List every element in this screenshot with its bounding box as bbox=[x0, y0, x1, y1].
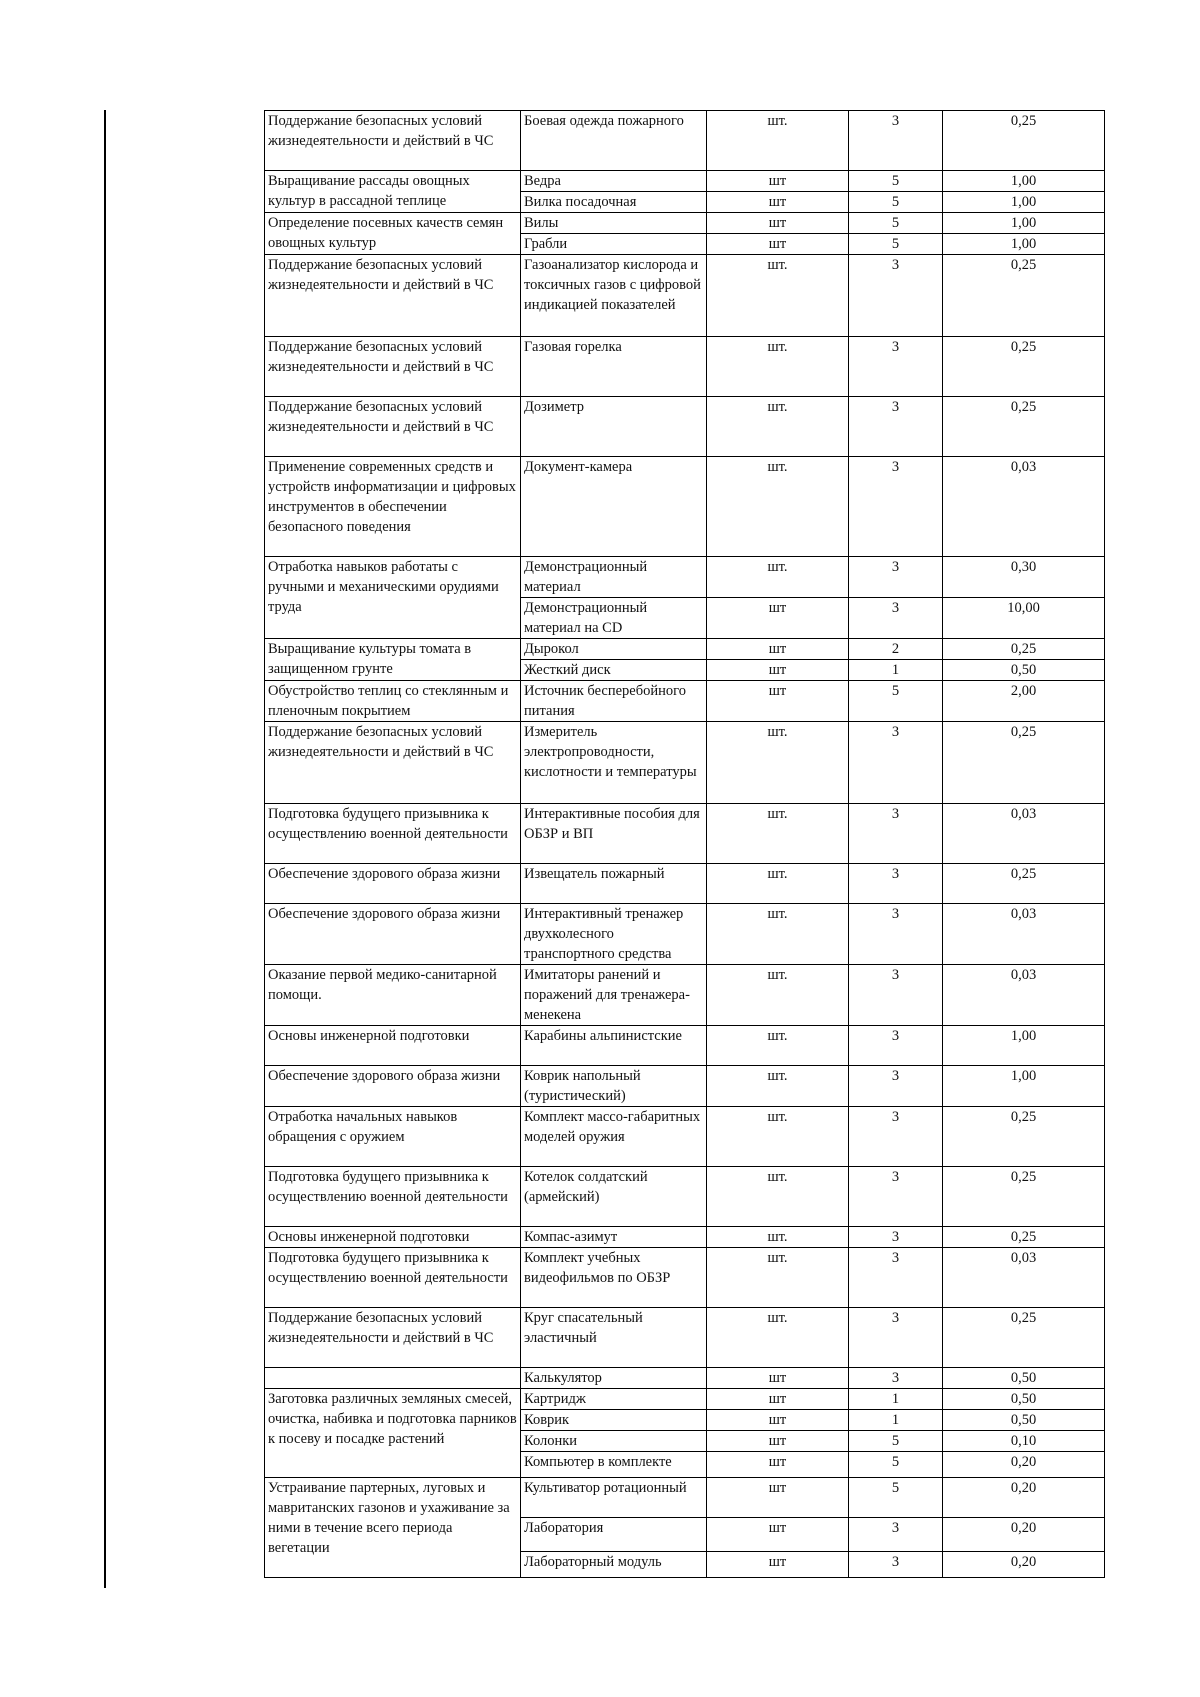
table-row bbox=[265, 1368, 1105, 1389]
cell-value: 1,00 bbox=[943, 1026, 1105, 1066]
table-row bbox=[265, 255, 1105, 337]
cell-quantity: 1 bbox=[849, 1410, 943, 1431]
cell-value: 0,20 bbox=[943, 1518, 1105, 1552]
cell-topic: Подготовка будущего призывника к осуществлению военной деятельности bbox=[265, 1248, 521, 1308]
cell-value: 0,20 bbox=[943, 1552, 1105, 1578]
cell-value: 2,00 bbox=[943, 681, 1105, 722]
cell-value: 0,20 bbox=[943, 1478, 1105, 1518]
cell-item-name: Демонстрационный материал bbox=[521, 557, 707, 598]
cell-unit: шт. bbox=[707, 1248, 849, 1308]
cell-unit: шт bbox=[707, 192, 849, 213]
table-row bbox=[265, 1248, 1105, 1308]
cell-quantity: 3 bbox=[849, 904, 943, 965]
cell-value: 0,03 bbox=[943, 457, 1105, 557]
table-row bbox=[265, 397, 1105, 457]
cell-topic: Выращивание рассады овощных культур в рассадной теплице bbox=[265, 171, 521, 213]
cell-item-name: Газовая горелка bbox=[521, 337, 707, 397]
cell-topic: Отработка навыков работаты с ручными и механическими орудиями труда bbox=[265, 557, 521, 639]
table-row bbox=[265, 722, 1105, 804]
cell-value: 0,30 bbox=[943, 557, 1105, 598]
cell-topic: Поддержание безопасных условий жизнедеятельности и действий в ЧС bbox=[265, 255, 521, 337]
cell-unit: шт. bbox=[707, 557, 849, 598]
cell-topic: Подготовка будущего призывника к осуществлению военной деятельности bbox=[265, 1167, 521, 1227]
cell-quantity: 3 bbox=[849, 1248, 943, 1308]
cell-item-name: Жесткий диск bbox=[521, 660, 707, 681]
cell-unit: шт. bbox=[707, 337, 849, 397]
cell-topic: Оказание первой медико-санитарной помощи. bbox=[265, 965, 521, 1026]
cell-item-name: Карабины альпинистские bbox=[521, 1026, 707, 1066]
cell-quantity: 5 bbox=[849, 1478, 943, 1518]
cell-unit: шт. bbox=[707, 804, 849, 864]
cell-value: 0,25 bbox=[943, 1167, 1105, 1227]
cell-topic: Поддержание безопасных условий жизнедеятельности и действий в ЧС bbox=[265, 722, 521, 804]
cell-unit: шт. bbox=[707, 1107, 849, 1167]
cell-unit: шт bbox=[707, 598, 849, 639]
cell-unit: шт bbox=[707, 1410, 849, 1431]
cell-quantity: 1 bbox=[849, 660, 943, 681]
cell-unit: шт. bbox=[707, 111, 849, 171]
table-row bbox=[265, 457, 1105, 557]
left-margin-line bbox=[104, 110, 106, 1588]
cell-unit: шт. bbox=[707, 457, 849, 557]
cell-topic: Обеспечение здорового образа жизни bbox=[265, 1066, 521, 1107]
cell-unit: шт. bbox=[707, 255, 849, 337]
cell-unit: шт bbox=[707, 1389, 849, 1410]
cell-topic bbox=[265, 1368, 521, 1389]
cell-quantity: 3 bbox=[849, 965, 943, 1026]
cell-value: 0,50 bbox=[943, 1389, 1105, 1410]
cell-topic: Обеспечение здорового образа жизни bbox=[265, 864, 521, 904]
cell-item-name: Демонстрационный материал на CD bbox=[521, 598, 707, 639]
cell-item-name: Картридж bbox=[521, 1389, 707, 1410]
cell-unit: шт bbox=[707, 660, 849, 681]
cell-value: 0,50 bbox=[943, 660, 1105, 681]
table-row bbox=[265, 1066, 1105, 1107]
table-row bbox=[265, 337, 1105, 397]
cell-quantity: 3 bbox=[849, 1066, 943, 1107]
cell-unit: шт bbox=[707, 1452, 849, 1478]
cell-item-name: Интерактивный тренажер двухколесного транспортного средства bbox=[521, 904, 707, 965]
cell-value: 1,00 bbox=[943, 234, 1105, 255]
cell-quantity: 5 bbox=[849, 171, 943, 192]
cell-unit: шт bbox=[707, 1518, 849, 1552]
table-row bbox=[265, 557, 1105, 598]
cell-topic: Обеспечение здорового образа жизни bbox=[265, 904, 521, 965]
cell-unit: шт. bbox=[707, 1167, 849, 1227]
cell-quantity: 3 bbox=[849, 1227, 943, 1248]
cell-value: 0,50 bbox=[943, 1410, 1105, 1431]
cell-topic: Обустройство теплиц со стеклянным и пленочным покрытием bbox=[265, 681, 521, 722]
cell-item-name: Круг спасательный эластичный bbox=[521, 1308, 707, 1368]
cell-item-name: Извещатель пожарный bbox=[521, 864, 707, 904]
cell-item-name: Источник бесперебойного питания bbox=[521, 681, 707, 722]
cell-quantity: 2 bbox=[849, 639, 943, 660]
cell-quantity: 3 bbox=[849, 1518, 943, 1552]
cell-item-name: Боевая одежда пожарного bbox=[521, 111, 707, 171]
cell-item-name: Лаборатория bbox=[521, 1518, 707, 1552]
cell-value: 0,25 bbox=[943, 639, 1105, 660]
table-row bbox=[265, 804, 1105, 864]
cell-value: 1,00 bbox=[943, 213, 1105, 234]
cell-quantity: 3 bbox=[849, 1308, 943, 1368]
table-row bbox=[265, 1107, 1105, 1167]
cell-unit: шт bbox=[707, 681, 849, 722]
cell-value: 0,25 bbox=[943, 1227, 1105, 1248]
cell-unit: шт bbox=[707, 234, 849, 255]
cell-item-name: Грабли bbox=[521, 234, 707, 255]
cell-quantity: 3 bbox=[849, 598, 943, 639]
cell-topic: Поддержание безопасных условий жизнедеятельности и действий в ЧС bbox=[265, 397, 521, 457]
cell-topic: Подготовка будущего призывника к осуществлению военной деятельности bbox=[265, 804, 521, 864]
cell-unit: шт bbox=[707, 213, 849, 234]
cell-value: 1,00 bbox=[943, 192, 1105, 213]
cell-item-name: Интерактивные пособия для ОБЗР и ВП bbox=[521, 804, 707, 864]
cell-value: 1,00 bbox=[943, 171, 1105, 192]
cell-item-name: Культиватор ротационный bbox=[521, 1478, 707, 1518]
table-row bbox=[265, 1389, 1105, 1410]
cell-value: 0,03 bbox=[943, 1248, 1105, 1308]
cell-value: 0,25 bbox=[943, 1308, 1105, 1368]
cell-item-name: Компьютер в комплекте bbox=[521, 1452, 707, 1478]
cell-quantity: 3 bbox=[849, 255, 943, 337]
cell-quantity: 3 bbox=[849, 337, 943, 397]
cell-value: 0,25 bbox=[943, 255, 1105, 337]
cell-quantity: 3 bbox=[849, 1552, 943, 1578]
cell-quantity: 3 bbox=[849, 722, 943, 804]
cell-value: 10,00 bbox=[943, 598, 1105, 639]
table-body bbox=[265, 111, 1105, 1578]
cell-item-name: Калькулятор bbox=[521, 1368, 707, 1389]
cell-unit: шт. bbox=[707, 1066, 849, 1107]
cell-quantity: 5 bbox=[849, 1452, 943, 1478]
cell-topic: Основы инженерной подготовки bbox=[265, 1227, 521, 1248]
table-row bbox=[265, 171, 1105, 192]
cell-value: 0,10 bbox=[943, 1431, 1105, 1452]
cell-topic: Основы инженерной подготовки bbox=[265, 1026, 521, 1066]
cell-topic: Поддержание безопасных условий жизнедеятельности и действий в ЧС bbox=[265, 337, 521, 397]
cell-item-name: Комплект учебных видеофильмов по ОБЗР bbox=[521, 1248, 707, 1308]
cell-unit: шт. bbox=[707, 1227, 849, 1248]
cell-item-name: Колонки bbox=[521, 1431, 707, 1452]
cell-quantity: 3 bbox=[849, 1167, 943, 1227]
table-row bbox=[265, 111, 1105, 171]
cell-quantity: 3 bbox=[849, 557, 943, 598]
cell-unit: шт bbox=[707, 639, 849, 660]
cell-quantity: 3 bbox=[849, 1368, 943, 1389]
table-row bbox=[265, 681, 1105, 722]
cell-item-name: Документ-камера bbox=[521, 457, 707, 557]
cell-unit: шт bbox=[707, 1431, 849, 1452]
cell-topic: Применение современных средств и устройств информатизации и цифровых инструментов в обеспечении безопасного поведения bbox=[265, 457, 521, 557]
cell-topic: Определение посевных качеств семян овощных культур bbox=[265, 213, 521, 255]
cell-item-name: Котелок солдатский (армейский) bbox=[521, 1167, 707, 1227]
cell-quantity: 3 bbox=[849, 111, 943, 171]
cell-unit: шт. bbox=[707, 864, 849, 904]
table-row bbox=[265, 1026, 1105, 1066]
cell-unit: шт. bbox=[707, 722, 849, 804]
cell-topic: Заготовка различных земляных смесей, очистка, набивка и подготовка парников к посеву и посадке растений bbox=[265, 1389, 521, 1478]
cell-item-name: Коврик напольный (туристический) bbox=[521, 1066, 707, 1107]
cell-value: 0,25 bbox=[943, 337, 1105, 397]
cell-value: 0,03 bbox=[943, 965, 1105, 1026]
table-row bbox=[265, 1167, 1105, 1227]
cell-value: 0,03 bbox=[943, 904, 1105, 965]
cell-item-name: Ведра bbox=[521, 171, 707, 192]
cell-value: 1,00 bbox=[943, 1066, 1105, 1107]
cell-value: 0,25 bbox=[943, 397, 1105, 457]
table-row bbox=[265, 965, 1105, 1026]
cell-value: 0,50 bbox=[943, 1368, 1105, 1389]
cell-unit: шт. bbox=[707, 965, 849, 1026]
cell-unit: шт bbox=[707, 1368, 849, 1389]
cell-item-name: Вилы bbox=[521, 213, 707, 234]
cell-value: 0,25 bbox=[943, 1107, 1105, 1167]
cell-topic: Отработка начальных навыков обращения с оружием bbox=[265, 1107, 521, 1167]
cell-quantity: 3 bbox=[849, 804, 943, 864]
table-row bbox=[265, 1308, 1105, 1368]
cell-quantity: 3 bbox=[849, 457, 943, 557]
table-row bbox=[265, 904, 1105, 965]
cell-quantity: 1 bbox=[849, 1389, 943, 1410]
cell-quantity: 5 bbox=[849, 681, 943, 722]
cell-topic: Поддержание безопасных условий жизнедеятельности и действий в ЧС bbox=[265, 111, 521, 171]
cell-unit: шт. bbox=[707, 904, 849, 965]
table-row bbox=[265, 1478, 1105, 1518]
cell-item-name: Имитаторы ранений и поражений для тренажера-менекена bbox=[521, 965, 707, 1026]
cell-quantity: 3 bbox=[849, 397, 943, 457]
cell-item-name: Вилка посадочная bbox=[521, 192, 707, 213]
cell-quantity: 3 bbox=[849, 1026, 943, 1066]
cell-unit: шт. bbox=[707, 397, 849, 457]
cell-item-name: Измеритель электропроводности, кислотности и температуры bbox=[521, 722, 707, 804]
cell-item-name: Газоанализатор кислорода и токсичных газов с цифровой индикацией показателей bbox=[521, 255, 707, 337]
cell-quantity: 5 bbox=[849, 234, 943, 255]
cell-value: 0,25 bbox=[943, 864, 1105, 904]
table-row bbox=[265, 864, 1105, 904]
cell-value: 0,03 bbox=[943, 804, 1105, 864]
cell-value: 0,25 bbox=[943, 111, 1105, 171]
cell-topic: Устраивание партерных, луговых и мавританских газонов и ухаживание за ними в течение всего периода вегетации bbox=[265, 1478, 521, 1578]
cell-quantity: 3 bbox=[849, 864, 943, 904]
cell-item-name: Компас-азимут bbox=[521, 1227, 707, 1248]
cell-unit: шт. bbox=[707, 1308, 849, 1368]
table-row bbox=[265, 639, 1105, 660]
cell-topic: Поддержание безопасных условий жизнедеятельности и действий в ЧС bbox=[265, 1308, 521, 1368]
cell-quantity: 5 bbox=[849, 192, 943, 213]
cell-item-name: Дозиметр bbox=[521, 397, 707, 457]
cell-item-name: Коврик bbox=[521, 1410, 707, 1431]
cell-value: 0,25 bbox=[943, 722, 1105, 804]
cell-unit: шт. bbox=[707, 1026, 849, 1066]
table-row bbox=[265, 1227, 1105, 1248]
equipment-table bbox=[264, 110, 1105, 1578]
cell-value: 0,20 bbox=[943, 1452, 1105, 1478]
cell-item-name: Дырокол bbox=[521, 639, 707, 660]
cell-quantity: 3 bbox=[849, 1107, 943, 1167]
cell-unit: шт bbox=[707, 1552, 849, 1578]
cell-item-name: Лабораторный модуль bbox=[521, 1552, 707, 1578]
cell-unit: шт bbox=[707, 1478, 849, 1518]
cell-quantity: 5 bbox=[849, 213, 943, 234]
cell-quantity: 5 bbox=[849, 1431, 943, 1452]
cell-unit: шт bbox=[707, 171, 849, 192]
table-row bbox=[265, 213, 1105, 234]
cell-topic: Выращивание культуры томата в защищенном грунте bbox=[265, 639, 521, 681]
cell-item-name: Комплект массо-габаритных моделей оружия bbox=[521, 1107, 707, 1167]
